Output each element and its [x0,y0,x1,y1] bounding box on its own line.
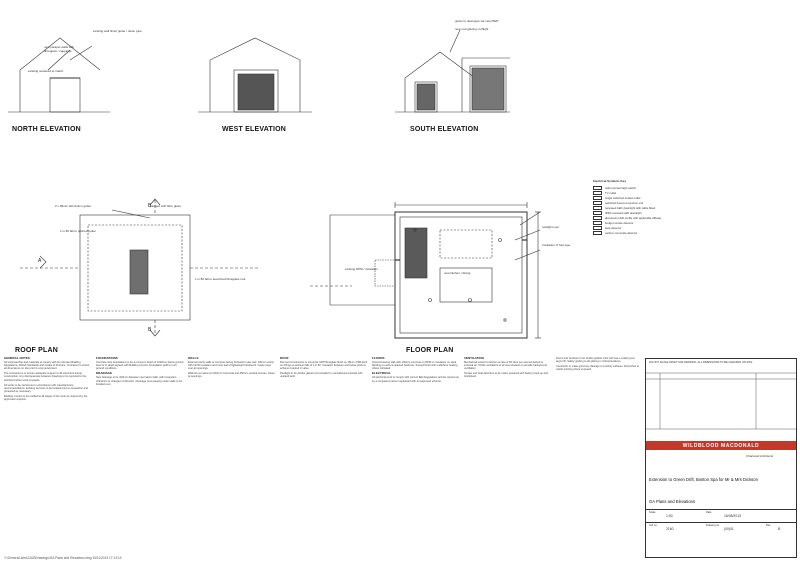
legend-label: recessed LED downlight with cable fitted [605,206,656,211]
practice-subtitle: Chartered Architects [746,454,774,458]
legend-label: budget smoke detector [605,221,634,226]
scale-label: Scale [649,511,656,514]
view-title-west: WEST ELEVATION [222,126,286,133]
drawing-no-value: (00)01 [724,527,734,531]
legend-symbol-icon [593,186,602,190]
annotation-roof-1: 2 x 90mm aluminium gutter [55,204,92,208]
view-title-south: SOUTH ELEVATION [410,126,479,133]
spec-heading: DRAINAGE [96,371,113,376]
legend-symbol-icon [593,221,602,225]
job-value: 2160 [666,527,674,531]
spec-column-2: FOUNDATIONS Concrete strip foundations to be a minimum depth of 1000mm below ground level or to depth agreed with Building Control. Foundation width to suit ground conditions. DRAINAGE New drainage to be 100mm diameter upvc laid to falls, with inspection chambers at changes of direction. Drainage runs passing under walls to be lintelled over. [96,357,184,386]
annotation-north-3: existing rendered to match [28,69,64,73]
scale-value: 1:50 [666,514,673,518]
spec-column-4: ROOF Flat roof construction to comprise GRP fibreglass finish on 18mm OSB deck on firrings to achieve falls of 1 in 80. Insulation between and below joists to achieve required U value. Rooflight to be double glazed unit installed to manufacturers details with upstand kerb. [280,357,368,379]
legend-symbol-icon [593,231,602,235]
annotation-floor-3: Insulation of foul pipe [542,243,571,247]
section-marker-b-top: B [148,203,152,209]
project-title: Extension to Green Drift, Boston Spa for Mr & Mrs Dickson [649,477,758,482]
annotation-south-1: gutter to downpipe via new RWP [455,19,499,23]
spec-heading: FOUNDATIONS [96,357,118,360]
section-marker-b-bottom: B [148,327,152,333]
legend-label: heat detector [605,226,622,231]
annotation-floor-4: rooflight over [542,225,560,229]
section-marker-a-left: A [38,258,42,264]
spec-column-5: FLOORS Ground bearing slab with 100mm concrete on DPM on insulation on sand blinding on well compacted hardcore. Screed finish with underfloor heating where indicated. ELECTRICAL All electrical work to comply with current IEE Regulations and be carried out by a competent person registered with an approved scheme. [372,357,459,383]
legend-label: carbon monoxide detector [605,231,638,236]
drawing-title: GA Plans and Elevations [649,499,696,504]
legend-label: switched fused connection unit [605,201,644,206]
spec-heading: VENTILATION [464,357,484,360]
legend-symbol-icon [593,201,602,205]
legend-label: wall mounted light switch [605,186,636,191]
annotation-north-1: existing wall finish gutter / down pipe [93,29,142,33]
annotation-roof-3: 1 in 80 fall to lead lined fibreglass roof [195,277,246,281]
spec-column-7: Doors and windows to be double glazed units with low-e coating and argon fill. Safety glazing to all glazing in critical locations. Contractor to make good any damage to existing surfaces. All finishes to match existing where exposed. [556,357,640,372]
spec-column-3: WALLS External cavity walls to comprise facing brickwork outer leaf, 100mm cavity with full fill insulation and inner leaf of lightweight blockwork. Cavity trays over all openings. Wall ties at maximum 900mm horizontal and 450mm vertical centres, closer at openings. [188,357,275,379]
spec-column-6: VENTILATION Mechanical extract to kitchen at rate of 60 litres per second ducted to external air. Trickle ventilators to all new windows to provide background ventilation. Smoke and heat detection to be mains powered with battery back-up and interlinked. [464,357,552,537]
spec-heading: ELECTRICAL [372,371,391,376]
view-title-north: NORTH ELEVATION [12,126,81,133]
view-title-roof: ROOF PLAN [15,347,59,354]
title-block [645,358,797,558]
footer-path: Y:\General\Jobs\2160\Drawings\GA Plans and Elevations.dwg 15/11/2013 17:13:15 [4,556,122,560]
legend-symbol-icon [593,211,602,215]
legend-symbol-icon [593,196,602,200]
legend-label: aluminium LED profile with applicable diffuser [605,216,662,221]
job-label: Job no. [649,524,658,527]
legend-label: single switched socket outlet [605,196,641,201]
warning-note: DO NOT SCALE FROM THIS DRAWING. ALL DIMENSIONS TO BE CHECKED ON SITE. [649,361,753,364]
annotation-north-2: new parapet walls with fibreglass / cappings [44,45,75,53]
date-value: 16/08/2013 [724,514,741,518]
electrical-legend [593,180,678,236]
annotation-roof-2: parapet with fibre glass [150,204,181,208]
revision-grid [646,373,796,433]
legend-label: IP65 recessed LED downlight [605,211,642,216]
spec-heading: FLOORS [372,357,385,360]
legend-symbol-icon [593,191,602,195]
annotation-roof-4: 1 in 80 fall to pitched gutter [60,229,97,233]
legend-symbol-icon [593,206,602,210]
practice-name: WILDBLOOD MACDONALD [682,442,760,449]
drawing-no-label: Drawing no. [706,524,720,527]
revision-label: Rev [766,524,771,527]
legend-symbol-icon [593,226,602,230]
spec-column-1: GENERAL NOTES All workmanship and materials to comply with the relevant Building Regulations, British Standards and Codes of Practice. Contractor to check all dimensions on site prior to commencement. The contractor is to ensure adequate support to all structures during construction. Any discrepancies between drawings to be reported to the architect before work proceeds. All works to be carried out in accordance with manufacturers recommendations. Existing services to be located prior to excavation and protected as necessary. Building Control to be notified at all stages of the work as required by the approved inspector. [4,357,92,537]
date-label: Date [706,511,712,514]
annotation-south-2: new roof glazing rooflight [455,27,489,31]
legend-symbol-icon [593,216,602,220]
annotation-floor-1: existing DPM / insulation [345,267,378,271]
legend-title: Electrical Symbols Key [593,179,627,183]
legend-item [593,231,678,236]
annotation-floor-2: new kitchen / dining [444,271,471,275]
revision-value: B [778,527,781,531]
legend-label: TV outlet [605,191,617,196]
spec-heading: ROOF [280,357,289,360]
view-title-floor: FLOOR PLAN [406,347,454,354]
spec-heading: WALLS [188,357,199,360]
spec-heading: GENERAL NOTES [4,357,30,360]
